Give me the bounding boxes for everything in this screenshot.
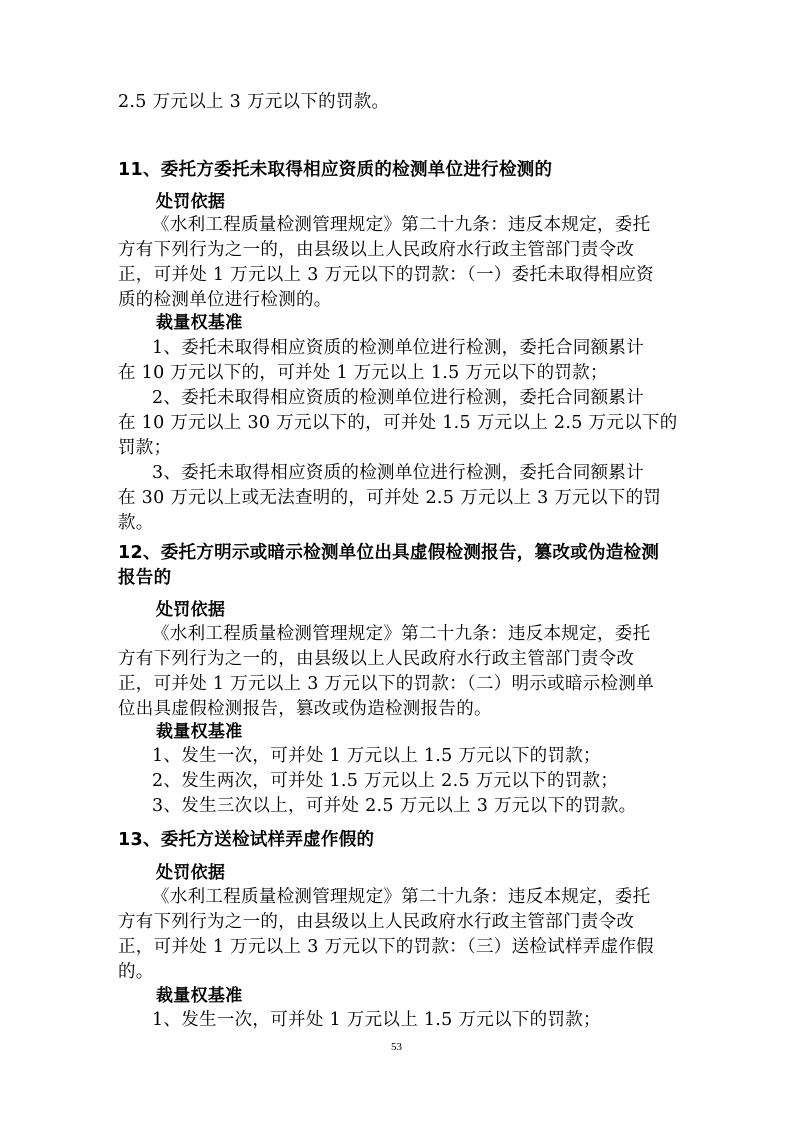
section-11-basis-line: 正，可并处 1 万元以上 3 万元以下的罚款：（一）委托未取得相应资: [118, 265, 654, 285]
section-13-basis-line: 的。: [118, 962, 154, 982]
section-13-heading: 13、委托方送检试样弄虚作假的: [118, 830, 375, 850]
section-11-standard-line: 在 30 万元以上或无法查明的，可并处 2.5 万元以上 3 万元以下的罚: [118, 488, 662, 508]
section-12-basis-line: 《水利工程质量检测管理规定》第二十九条：违反本规定，委托: [152, 624, 651, 644]
section-11-basis-line: 方有下列行为之一的，由县级以上人民政府水行政主管部门责令改: [118, 240, 635, 260]
section-11-standard-line: 2、委托未取得相应资质的检测单位进行检测，委托合同额累计: [152, 388, 645, 408]
section-12-standard-line: 3、发生三次以上，可并处 2.5 万元以上 3 万元以下的罚款。: [152, 796, 637, 816]
section-12-standard-line: 1、发生一次，可并处 1 万元以上 1.5 万元以下的罚款；: [152, 746, 601, 766]
section-12-basis-line: 位出具虚假检测报告，篡改或伪造检测报告的。: [118, 699, 492, 719]
section-11-standard-line: 1、委托未取得相应资质的检测单位进行检测，委托合同额累计: [152, 338, 645, 358]
carryover-text: 2.5 万元以上 3 万元以下的罚款。: [118, 92, 390, 112]
section-13-standard-line: 1、发生一次，可并处 1 万元以上 1.5 万元以下的罚款；: [152, 1010, 601, 1030]
section-11-standard-label: 裁量权基准: [156, 313, 243, 333]
section-11-heading: 11、委托方委托未取得相应资质的检测单位进行检测的: [118, 160, 553, 180]
section-11-standard-line: 3、委托未取得相应资质的检测单位进行检测，委托合同额累计: [152, 463, 645, 483]
section-12-basis-line: 方有下列行为之一的，由县级以上人民政府水行政主管部门责令改: [118, 649, 635, 669]
section-12-heading: 报告的: [118, 568, 172, 588]
section-11-standard-line: 在 10 万元以下的，可并处 1 万元以上 1.5 万元以下的罚款；: [118, 363, 608, 383]
section-13-basis-line: 正，可并处 1 万元以上 3 万元以下的罚款：（三）送检试样弄虚作假: [118, 937, 654, 957]
section-11-standard-line: 罚款；: [118, 438, 172, 458]
section-12-basis-label: 处罚依据: [156, 600, 226, 620]
section-11-standard-line: 款。: [118, 513, 154, 533]
section-13-basis-label: 处罚依据: [156, 863, 226, 883]
section-13-basis-line: 方有下列行为之一的，由县级以上人民政府水行政主管部门责令改: [118, 912, 635, 932]
page-number: 53: [391, 1041, 402, 1053]
section-12-standard-label: 裁量权基准: [156, 722, 243, 742]
section-13-basis-line: 《水利工程质量检测管理规定》第二十九条：违反本规定，委托: [152, 887, 651, 907]
section-12-heading: 12、委托方明示或暗示检测单位出具虚假检测报告，篡改或伪造检测: [118, 543, 660, 563]
section-11-basis-line: 《水利工程质量检测管理规定》第二十九条：违反本规定，委托: [152, 215, 651, 235]
section-12-basis-line: 正，可并处 1 万元以上 3 万元以下的罚款：（二）明示或暗示检测单: [118, 674, 654, 694]
section-13-standard-label: 裁量权基准: [156, 986, 243, 1006]
section-11-basis-label: 处罚依据: [156, 192, 226, 212]
section-11-basis-line: 质的检测单位进行检测的。: [118, 290, 332, 310]
section-11-standard-line: 在 10 万元以上 30 万元以下的，可并处 1.5 万元以上 2.5 万元以下的: [118, 413, 678, 433]
section-12-standard-line: 2、发生两次，可并处 1.5 万元以上 2.5 万元以下的罚款；: [152, 771, 619, 791]
